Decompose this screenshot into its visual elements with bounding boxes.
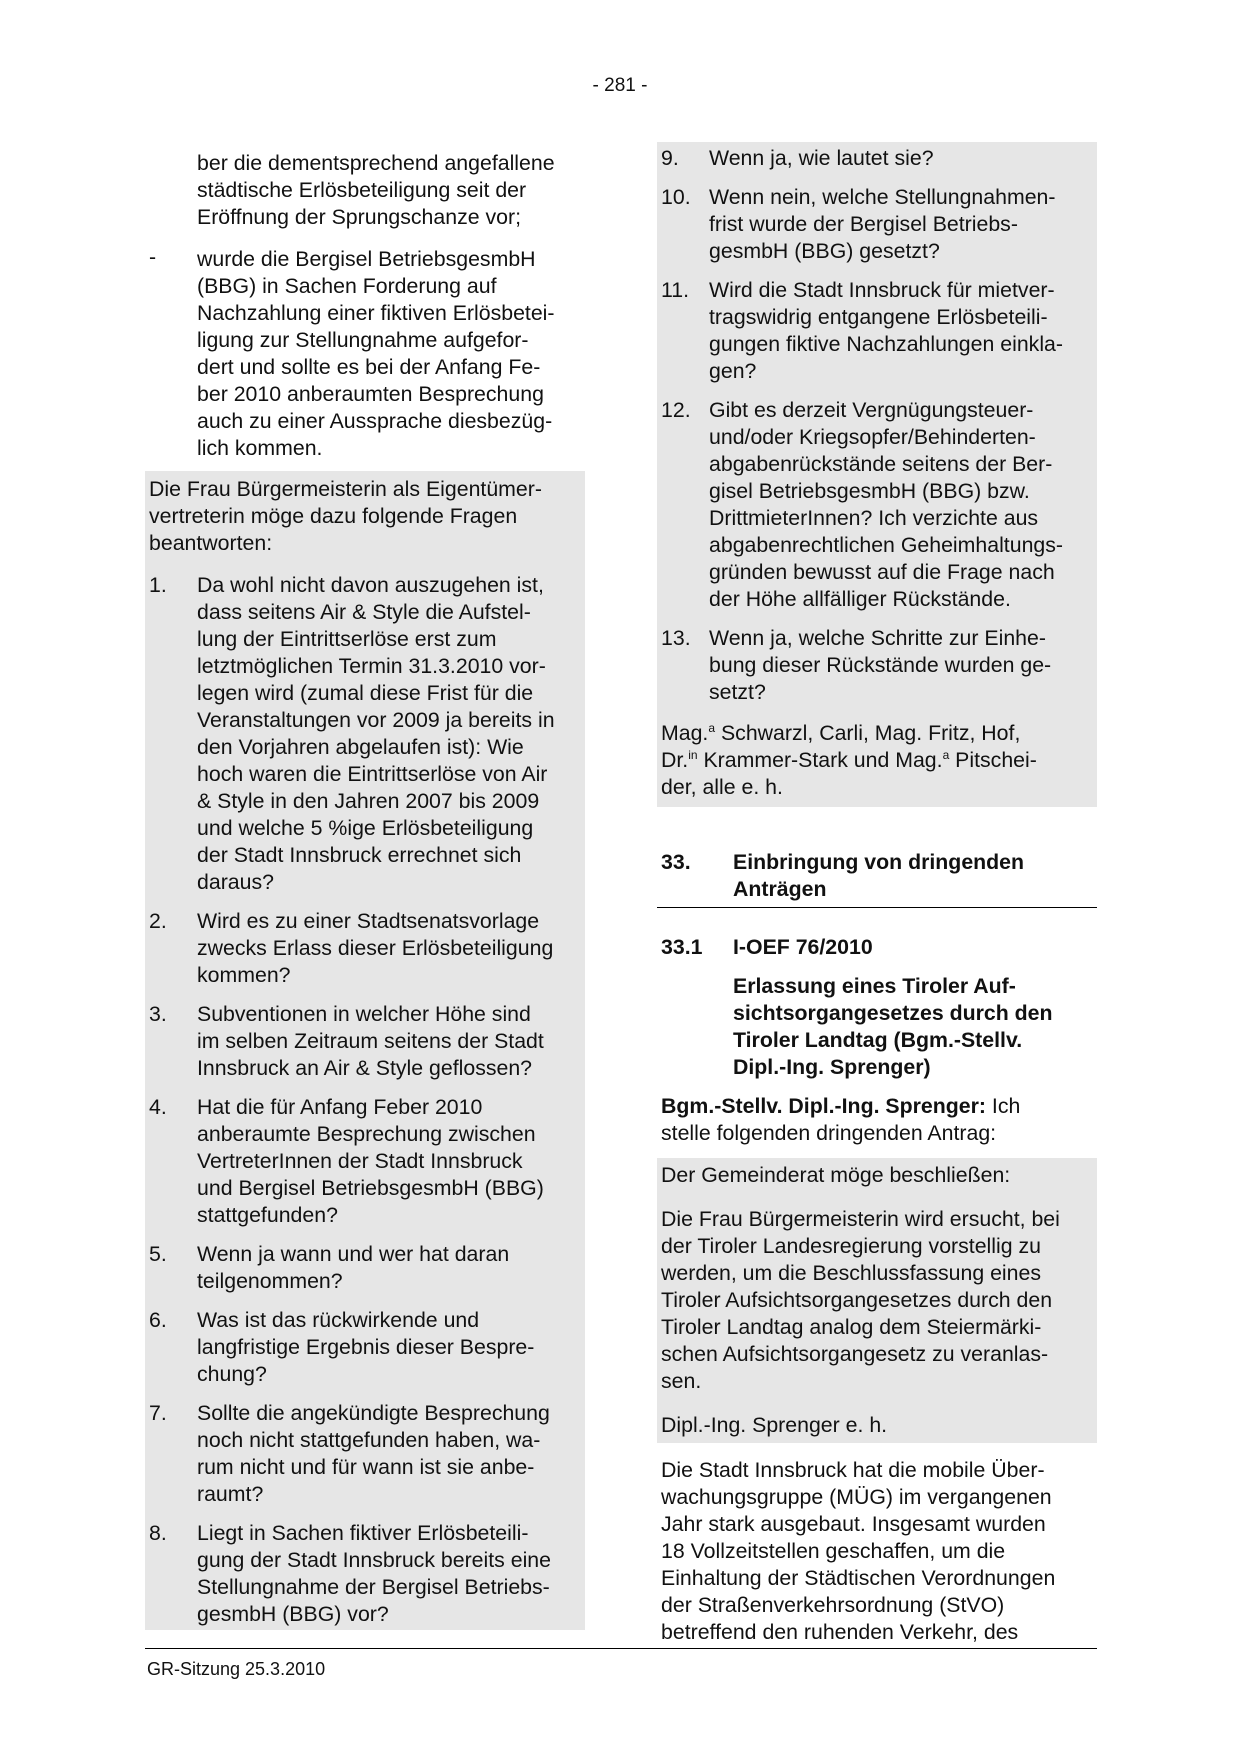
text-line: Tiroler Landtag (Bgm.-Stellv. (733, 1028, 1023, 1052)
text-line (661, 1093, 1093, 1120)
sig-part: Krammer-Stark und Mag. (697, 748, 943, 772)
text-line: der Stadt Innsbruck errechnet sich (197, 843, 522, 867)
question-item (657, 277, 1097, 385)
question-item (145, 1400, 585, 1508)
text-line: VertreterInnen der Stadt Innsbruck (197, 1149, 523, 1173)
text-line: Die Frau Bürgermeisterin wird ersucht, bei (661, 1207, 1060, 1231)
text-line: schen Aufsichtsorgangesetz zu veranlas- (661, 1342, 1049, 1366)
section-number: 33. (661, 850, 691, 874)
text-line: lich kommen. (197, 436, 323, 460)
text-line: stattgefunden? (197, 1203, 338, 1227)
text-line: Tiroler Aufsichtsorgangesetzes durch den (661, 1288, 1053, 1312)
questions-box-right (657, 142, 1097, 807)
text-line: Sollte die angekündigte Besprechung (197, 1401, 550, 1425)
text-line: dass seitens Air & Style die Aufstel- (197, 600, 531, 624)
text-line: Innsbruck an Air & Style geflossen? (197, 1056, 533, 1080)
text-line: im selben Zeitraum seitens der Stadt (197, 1029, 544, 1053)
speaker-name: Bgm.-Stellv. Dipl.-Ing. Sprenger: (661, 1094, 986, 1118)
text-line: vertreterin möge dazu folgende Fragen (149, 504, 518, 528)
footer-text: GR-Sitzung 25.3.2010 (147, 1659, 326, 1679)
question-number: 2. (149, 909, 167, 933)
text-line: Hat die für Anfang Feber 2010 (197, 1095, 483, 1119)
text-line: Wenn ja, wie lautet sie? (709, 146, 934, 170)
text-line: legen wird (zumal diese Frist für die (197, 681, 534, 705)
question-number: 3. (149, 1002, 167, 1026)
text-line: dert und sollte es bei der Anfang Fe- (197, 355, 541, 379)
text-line: ligung zur Stellungnahme aufgefor- (197, 328, 529, 352)
section-heading (657, 849, 1097, 908)
text-line: daraus? (197, 870, 274, 894)
text-line: Die Frau Bürgermeisterin als Eigentümer- (149, 477, 542, 501)
question-item (145, 908, 585, 989)
text-line: frist wurde der Bergisel Betriebs- (709, 212, 1018, 236)
text-line: sen. (661, 1369, 702, 1393)
text-line: anberaumte Besprechung zwischen (197, 1122, 536, 1146)
question-item (145, 1094, 585, 1229)
sig-sup: a (942, 747, 950, 762)
text-line: werden, um die Beschlussfassung eines (661, 1261, 1042, 1285)
question-item (657, 145, 1097, 172)
text-line: (BBG) in Sachen Forderung auf (197, 274, 497, 298)
subsection-number: 33.1 (661, 935, 703, 959)
text-line: Dipl.-Ing. Sprenger) (733, 1055, 931, 1079)
text-line: der Straßenverkehrsordnung (StVO) (661, 1593, 1005, 1617)
text-line: und welche 5 %ige Erlösbeteiligung (197, 816, 534, 840)
text-line: wachungsgruppe (MÜG) im vergangenen (661, 1485, 1052, 1509)
resolution-signature (657, 1410, 1097, 1442)
sig-sup: a (708, 720, 716, 735)
text-line: Subventionen in welcher Höhe sind (197, 1002, 531, 1026)
text-line: Da wohl nicht davon auszugehen ist, (197, 573, 544, 597)
question-item (657, 184, 1097, 265)
text-line: bung dieser Rückstände wurden ge- (709, 653, 1052, 677)
question-number: 13. (661, 626, 691, 650)
text-line: wurde die Bergisel BetriebsgesmbH (197, 247, 536, 271)
text-line: Dipl.-Ing. Sprenger e. h. (661, 1413, 888, 1437)
text-line: kommen? (197, 963, 291, 987)
intro-continuation (145, 148, 585, 234)
resolution-box (657, 1158, 1097, 1443)
text-line: gen? (709, 359, 757, 383)
resolution-text (657, 1204, 1097, 1398)
resolution-intro (657, 1160, 1097, 1192)
question-number: 6. (149, 1308, 167, 1332)
text-line: chung? (197, 1362, 267, 1386)
text-line: ber 2010 anberaumten Besprechung (197, 382, 544, 406)
sig-part: Mag. (661, 721, 709, 745)
question-number: 12. (661, 398, 691, 422)
page-number: - 281 - (592, 75, 648, 96)
text-line: Der Gemeinderat möge beschließen: (661, 1163, 1011, 1187)
text-line: letztmöglichen Termin 31.3.2010 vor- (197, 654, 546, 678)
text-line: zwecks Erlass dieser Erlösbeteiligung (197, 936, 554, 960)
question-number: 5. (149, 1242, 167, 1266)
question-item (145, 1520, 585, 1628)
text-line (661, 747, 1093, 774)
text-line: & Style in den Jahren 2007 bis 2009 (197, 789, 540, 813)
text-line: Liegt in Sachen fiktiver Erlösbeteili- (197, 1521, 529, 1545)
question-item (145, 572, 585, 896)
text-span: Ich (986, 1094, 1021, 1118)
text-line: setzt? (709, 680, 766, 704)
subsection-heading (657, 934, 1097, 1081)
text-line: langfristige Ergebnis dieser Bespre- (197, 1335, 535, 1359)
text-line: Was ist das rückwirkende und (197, 1308, 480, 1332)
text-line: und Bergisel BetriebsgesmbH (BBG) (197, 1176, 544, 1200)
text-line: den Vorjahren abgelaufen ist): Wie (197, 735, 524, 759)
text-line: raumt? (197, 1482, 264, 1506)
text-line: tragswidrig entgangene Erlösbeteili- (709, 305, 1048, 329)
text-line: Erlassung eines Tiroler Auf- (733, 974, 1016, 998)
footer-divider (145, 1648, 1097, 1649)
question-item (145, 1307, 585, 1388)
text-line: hoch waren die Eintrittserlöse von Air (197, 762, 548, 786)
text-line: gungen fiktive Nachzahlungen einkla- (709, 332, 1063, 356)
text-line: gründen bewusst auf die Frage nach (709, 560, 1055, 584)
text-line: gung der Stadt Innsbruck bereits eine (197, 1548, 551, 1572)
text-line: Einhaltung der Städtischen Verordnungen (661, 1566, 1056, 1590)
text-line: Wenn ja wann und wer hat daran (197, 1242, 510, 1266)
text-line (661, 720, 1093, 747)
question-number: 8. (149, 1521, 167, 1545)
question-number: 1. (149, 573, 167, 597)
question-item (657, 397, 1097, 613)
text-line: Anträgen (733, 877, 827, 901)
text-line: betreffend den ruhenden Verkehr, des (661, 1620, 1019, 1644)
text-line: Veranstaltungen vor 2009 ja bereits in (197, 708, 555, 732)
text-line: beantworten: (149, 531, 273, 555)
speaker-paragraph (657, 1091, 1097, 1150)
text-line: Einbringung von dringenden (733, 850, 1025, 874)
text-line: Wird es zu einer Stadtsenatsvorlage (197, 909, 540, 933)
questions-box-left (145, 471, 585, 1630)
text-line: Die Stadt Innsbruck hat die mobile Über- (661, 1458, 1045, 1482)
text-line: sichtsorgangesetzes durch den (733, 1001, 1053, 1025)
text-line: und/oder Kriegsopfer/Behinderten- (709, 425, 1036, 449)
text-line: auch zu einer Aussprache diesbezüg- (197, 409, 553, 433)
bullet-mark: - (149, 245, 157, 269)
question-item (145, 1241, 585, 1295)
text-line: Stellungnahme der Bergisel Betriebs- (197, 1575, 550, 1599)
text-line: der Tiroler Landesregierung vorstellig zu (661, 1234, 1041, 1258)
text-line: gisel BetriebsgesmbH (BBG) bzw. (709, 479, 1030, 503)
question-item (145, 1001, 585, 1082)
text-line: Nachzahlung einer fiktiven Erlösbetei- (197, 301, 555, 325)
question-number: 4. (149, 1095, 167, 1119)
text-line: abgabenrechtlichen Geheimhaltungs- (709, 533, 1063, 557)
signatories (657, 718, 1097, 804)
question-number: 7. (149, 1401, 167, 1425)
text-line: Wenn nein, welche Stellungnahmen- (709, 185, 1056, 209)
text-line: rum nicht und für wann ist sie anbe- (197, 1455, 535, 1479)
text-line: Eröffnung der Sprungschanze vor; (197, 205, 521, 229)
sig-part: Pitschei- (949, 748, 1037, 772)
question-item (657, 625, 1097, 706)
text-line: lung der Eintrittserlöse erst zum (197, 627, 497, 651)
subsection-code: I-OEF 76/2010 (733, 935, 873, 959)
text-line: gesmbH (BBG) vor? (197, 1602, 389, 1626)
text-line: Gibt es derzeit Vergnügungsteuer- (709, 398, 1034, 422)
text-line: gesmbH (BBG) gesetzt? (709, 239, 940, 263)
question-number: 10. (661, 185, 691, 209)
sig-part: Schwarzl, Carli, Mag. Fritz, Hof, (715, 721, 1021, 745)
text-line: DrittmieterInnen? Ich verzichte aus (709, 506, 1039, 530)
text-line: der, alle e. h. (661, 775, 783, 799)
text-line: der Höhe allfälliger Rückstände. (709, 587, 1011, 611)
text-line: abgabenrückstände seitens der Ber- (709, 452, 1053, 476)
text-line: Tiroler Landtag analog dem Steiermärki- (661, 1315, 1042, 1339)
question-number: 11. (661, 278, 690, 302)
text-line: Wird die Stadt Innsbruck für mietver- (709, 278, 1055, 302)
text-line: ber die dementsprechend angefallene (197, 151, 555, 175)
text-line: Jahr stark ausgebaut. Insgesamt wurden (661, 1512, 1046, 1536)
right-column (657, 148, 1097, 1661)
text-line: 18 Vollzeitstellen geschaffen, um die (661, 1539, 1006, 1563)
left-column (145, 148, 585, 1630)
sig-part: Dr. (661, 748, 689, 772)
text-line: stelle folgenden dringenden Antrag: (661, 1121, 997, 1145)
question-intro (145, 474, 585, 560)
sig-sup: in (688, 747, 698, 762)
text-line: teilgenommen? (197, 1269, 343, 1293)
closing-paragraph (657, 1455, 1097, 1649)
text-line: Wenn ja, welche Schritte zur Einhe- (709, 626, 1046, 650)
text-line: noch nicht stattgefunden haben, wa- (197, 1428, 541, 1452)
bullet-item (145, 244, 585, 465)
text-line: städtische Erlösbeteiligung seit der (197, 178, 527, 202)
question-number: 9. (661, 146, 679, 170)
